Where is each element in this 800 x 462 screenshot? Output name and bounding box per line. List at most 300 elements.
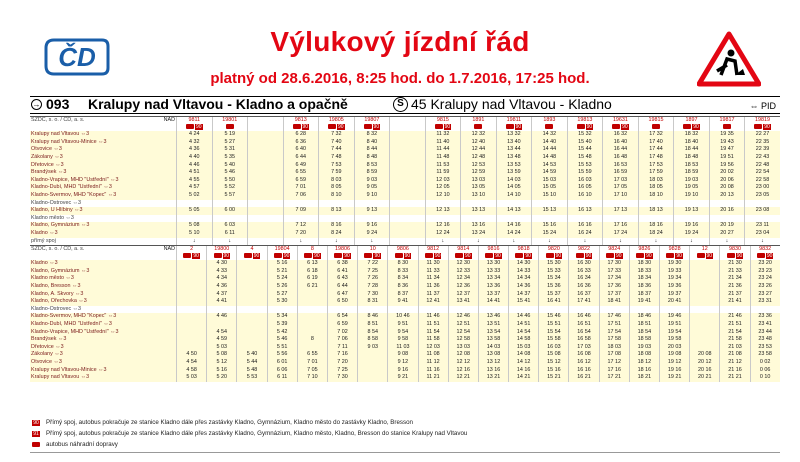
time-cell: 5 08 bbox=[176, 222, 212, 230]
time-cell: 12 41 bbox=[418, 298, 448, 306]
bus-icon bbox=[636, 253, 644, 258]
time-cell bbox=[689, 283, 719, 291]
time-cell bbox=[689, 306, 719, 314]
time-cell: 14 12 bbox=[508, 359, 538, 367]
time-cell: 15 05 bbox=[531, 184, 567, 192]
top-badge-cell bbox=[247, 124, 283, 132]
time-cell: 21 33 bbox=[719, 268, 749, 276]
bottom-train-number: 4 bbox=[236, 246, 266, 253]
time-cell: 8 05 bbox=[318, 184, 354, 192]
time-cell: 7 10 bbox=[297, 374, 327, 382]
time-cell: 19 03 bbox=[673, 177, 709, 185]
route-badge: 90 bbox=[555, 252, 562, 259]
stop-name: Zákolany ⇔3 bbox=[31, 153, 63, 160]
time-cell: 16 24 bbox=[567, 230, 603, 238]
time-cell bbox=[689, 268, 719, 276]
bus-icon bbox=[183, 253, 191, 258]
time-cell: ↓ bbox=[425, 238, 461, 246]
time-cell: 8 13 bbox=[318, 207, 354, 215]
top-badge-cell bbox=[709, 124, 745, 132]
top-badge-cell bbox=[673, 124, 709, 132]
time-cell bbox=[212, 215, 248, 223]
time-cell: 15 53 bbox=[567, 162, 603, 170]
bottom-badge-cell bbox=[659, 253, 689, 261]
time-cell bbox=[460, 200, 496, 208]
time-cell: 22 58 bbox=[744, 177, 780, 185]
bus-icon bbox=[474, 124, 482, 129]
nad-cell bbox=[160, 260, 176, 268]
time-cell: 14 21 bbox=[508, 374, 538, 382]
time-cell: 18 48 bbox=[673, 154, 709, 162]
time-cell: 23 36 bbox=[750, 313, 780, 321]
time-cell: 14 46 bbox=[508, 313, 538, 321]
time-cell bbox=[389, 238, 425, 246]
time-cell: 20 08 bbox=[689, 351, 719, 359]
bus-icon bbox=[214, 253, 222, 258]
time-cell: 0 06 bbox=[750, 367, 780, 375]
time-cell: 18 46 bbox=[629, 313, 659, 321]
time-cell: 13 32 bbox=[496, 131, 532, 139]
bus-icon bbox=[186, 124, 194, 129]
route-badge: 90 bbox=[764, 123, 770, 130]
time-cell: 20 08 bbox=[709, 184, 745, 192]
time-cell bbox=[297, 298, 327, 306]
direction-icon: → bbox=[32, 100, 41, 109]
route-badge: 90 bbox=[706, 252, 713, 259]
time-cell: 18 37 bbox=[629, 291, 659, 299]
time-cell: 6 06 bbox=[267, 367, 297, 375]
time-cell: 19 10 bbox=[673, 192, 709, 200]
time-cell: 18 08 bbox=[629, 351, 659, 359]
bus-icon bbox=[244, 253, 252, 258]
time-cell: 9 10 bbox=[354, 192, 390, 200]
time-cell: 11 48 bbox=[425, 154, 461, 162]
nad-cell bbox=[160, 275, 176, 283]
time-cell: 6 59 bbox=[327, 321, 357, 329]
time-cell: 14 24 bbox=[496, 230, 532, 238]
time-cell: 16 46 bbox=[568, 313, 598, 321]
top-train-number: 9813 bbox=[283, 117, 319, 124]
bottom-badge-cell bbox=[750, 253, 780, 261]
time-cell: 8 37 bbox=[387, 291, 417, 299]
time-cell: 4 50 bbox=[176, 351, 206, 359]
stop-name: Kladno, Bresson ⇔3 bbox=[31, 283, 81, 290]
nad-cell bbox=[160, 215, 176, 223]
bottom-stop-row bbox=[30, 359, 780, 367]
time-cell bbox=[212, 200, 248, 208]
time-cell bbox=[389, 177, 425, 185]
time-cell: 16 10 bbox=[567, 192, 603, 200]
time-cell bbox=[318, 215, 354, 223]
time-cell: 23 27 bbox=[750, 291, 780, 299]
time-cell bbox=[673, 200, 709, 208]
time-cell bbox=[247, 177, 283, 185]
time-cell: ↓ bbox=[673, 238, 709, 246]
top-stop-row bbox=[30, 162, 780, 170]
time-cell: 5 57 bbox=[212, 192, 248, 200]
bottom-train-number: 9818 bbox=[508, 246, 538, 253]
time-cell bbox=[689, 321, 719, 329]
top-stop-row bbox=[30, 131, 780, 139]
time-cell: 13 33 bbox=[478, 268, 508, 276]
time-cell: 13 53 bbox=[496, 162, 532, 170]
time-cell bbox=[448, 306, 478, 314]
top-train-number: 9815 bbox=[425, 117, 461, 124]
stop-name: Otvovice ⇔3 bbox=[31, 359, 62, 365]
stop-name: Kladno ⇔3 bbox=[31, 229, 58, 236]
nad-cell bbox=[160, 200, 176, 208]
time-cell: 8 34 bbox=[387, 275, 417, 283]
time-cell: ↓ bbox=[744, 238, 780, 246]
time-cell: 8 16 bbox=[318, 222, 354, 230]
time-cell: 11 40 bbox=[425, 139, 461, 147]
time-cell: 12 21 bbox=[448, 374, 478, 382]
time-cell: 4 33 bbox=[206, 268, 236, 276]
top-nad-label: NAD bbox=[163, 117, 175, 123]
top-stop-row bbox=[30, 207, 780, 215]
time-cell: 23 08 bbox=[744, 207, 780, 215]
nad-cell bbox=[160, 344, 176, 352]
time-cell: 5 30 bbox=[267, 298, 297, 306]
time-cell: 17 46 bbox=[599, 313, 629, 321]
time-cell: 20 19 bbox=[709, 222, 745, 230]
time-cell bbox=[297, 329, 327, 337]
bottom-train-number: 9828 bbox=[659, 246, 689, 253]
time-cell: 19 33 bbox=[659, 268, 689, 276]
time-cell: 8 59 bbox=[354, 169, 390, 177]
nad-cell bbox=[160, 374, 176, 382]
time-cell: 7 48 bbox=[318, 154, 354, 162]
time-cell: 19 36 bbox=[659, 283, 689, 291]
time-cell: 12 53 bbox=[460, 162, 496, 170]
time-cell: 23 31 bbox=[750, 298, 780, 306]
bus-icon bbox=[304, 253, 312, 258]
time-cell: 6 38 bbox=[327, 260, 357, 268]
time-cell bbox=[267, 306, 297, 314]
time-cell: 19 43 bbox=[709, 139, 745, 147]
time-cell: 14 48 bbox=[531, 154, 567, 162]
time-cell: 14 30 bbox=[508, 260, 538, 268]
time-cell: 16 08 bbox=[568, 351, 598, 359]
top-stop-row bbox=[30, 184, 780, 192]
time-cell bbox=[478, 306, 508, 314]
time-cell: 17 16 bbox=[602, 222, 638, 230]
top-stop-row bbox=[30, 139, 780, 147]
time-cell: 16 30 bbox=[568, 260, 598, 268]
time-cell: 13 03 bbox=[460, 177, 496, 185]
time-cell bbox=[176, 313, 206, 321]
time-cell: 14 44 bbox=[531, 146, 567, 154]
bottom-train-number: 19800 bbox=[206, 246, 236, 253]
time-cell: 20 12 bbox=[689, 359, 719, 367]
time-cell: 5 50 bbox=[212, 177, 248, 185]
time-cell bbox=[176, 306, 206, 314]
time-cell: 18 03 bbox=[638, 177, 674, 185]
stop-name: Kladno město ⇔3 bbox=[31, 275, 74, 282]
top-badge-cell bbox=[496, 124, 532, 132]
top-badge-cell bbox=[744, 124, 780, 132]
time-cell: 5 35 bbox=[212, 154, 248, 162]
time-cell: 4 37 bbox=[206, 291, 236, 299]
bottom-train-number: 9814 bbox=[448, 246, 478, 253]
time-cell bbox=[176, 298, 206, 306]
time-cell: 17 34 bbox=[599, 275, 629, 283]
time-cell: 13 10 bbox=[460, 192, 496, 200]
time-cell: 18 41 bbox=[599, 298, 629, 306]
time-cell: 19 37 bbox=[659, 291, 689, 299]
route-badge: 90 bbox=[314, 252, 320, 259]
time-cell bbox=[176, 275, 206, 283]
time-cell: 20 21 bbox=[689, 374, 719, 382]
bottom-stop-row bbox=[30, 283, 780, 291]
route-badge: 90 bbox=[302, 123, 309, 130]
time-cell: 16 05 bbox=[567, 184, 603, 192]
bus-icon bbox=[545, 124, 553, 129]
time-cell: 18 03 bbox=[599, 344, 629, 352]
time-cell: ↓ bbox=[567, 238, 603, 246]
time-cell bbox=[389, 192, 425, 200]
legend bbox=[30, 417, 780, 450]
nad-cell bbox=[160, 139, 176, 147]
time-cell: 15 37 bbox=[538, 291, 568, 299]
time-cell bbox=[247, 215, 283, 223]
time-cell bbox=[689, 336, 719, 344]
time-cell bbox=[673, 215, 709, 223]
time-cell: 7 12 bbox=[283, 222, 319, 230]
time-cell bbox=[236, 344, 266, 352]
time-cell bbox=[389, 230, 425, 238]
time-cell: 6 44 bbox=[283, 154, 319, 162]
time-cell: 11 36 bbox=[418, 283, 448, 291]
time-cell: ↓ bbox=[354, 238, 390, 246]
nad-cell bbox=[160, 222, 176, 230]
bottom-stop-row bbox=[30, 351, 780, 359]
pid-text: PID bbox=[760, 101, 776, 111]
nad-cell bbox=[160, 359, 176, 367]
time-cell: 13 21 bbox=[478, 374, 508, 382]
time-cell bbox=[508, 306, 538, 314]
time-cell: 7 01 bbox=[297, 359, 327, 367]
time-cell: 5 56 bbox=[267, 351, 297, 359]
time-cell bbox=[236, 298, 266, 306]
time-cell: 12 08 bbox=[448, 351, 478, 359]
time-cell: 12 16 bbox=[448, 367, 478, 375]
time-cell: 15 40 bbox=[567, 139, 603, 147]
top-badge-cell bbox=[567, 124, 603, 132]
bottom-badge-row bbox=[30, 253, 780, 261]
time-cell: 13 34 bbox=[478, 275, 508, 283]
route-badge: 90 bbox=[344, 252, 350, 259]
time-cell: 8 03 bbox=[318, 177, 354, 185]
time-cell: 13 41 bbox=[448, 298, 478, 306]
time-cell: 11 30 bbox=[418, 260, 448, 268]
time-cell: 10 46 bbox=[387, 313, 417, 321]
time-cell: 16 03 bbox=[538, 344, 568, 352]
bottom-stop-row bbox=[30, 313, 780, 321]
time-cell: 8 30 bbox=[387, 260, 417, 268]
time-cell: 6 00 bbox=[212, 207, 248, 215]
time-cell: 13 40 bbox=[496, 139, 532, 147]
time-cell: 12 30 bbox=[448, 260, 478, 268]
legend-item bbox=[30, 439, 780, 450]
time-cell bbox=[176, 215, 212, 223]
time-cell: 15 16 bbox=[538, 367, 568, 375]
nad-cell bbox=[160, 162, 176, 170]
bus-icon bbox=[455, 253, 463, 258]
time-cell bbox=[176, 200, 212, 208]
bottom-train-number: 9830 bbox=[719, 246, 749, 253]
time-cell: 13 46 bbox=[478, 313, 508, 321]
time-cell: 18 30 bbox=[629, 260, 659, 268]
top-train-number: 19819 bbox=[744, 117, 780, 124]
time-cell: 5 16 bbox=[206, 367, 236, 375]
bottom-badge-cell bbox=[719, 253, 749, 261]
top-train-number bbox=[247, 117, 283, 124]
time-cell bbox=[709, 200, 745, 208]
top-train-number: 1891 bbox=[460, 117, 496, 124]
time-cell: 9 16 bbox=[354, 222, 390, 230]
top-badge-row bbox=[30, 124, 780, 132]
nad-cell bbox=[160, 177, 176, 185]
time-cell bbox=[176, 321, 206, 329]
bottom-badge-cell bbox=[629, 253, 659, 261]
s-line-name: 45 Kralupy nad Vltavou - Kladno bbox=[411, 96, 612, 112]
time-cell: 14 41 bbox=[478, 298, 508, 306]
time-cell: 18 40 bbox=[673, 139, 709, 147]
route-badge: 90 bbox=[646, 252, 652, 259]
bottom-train-number: 19804 bbox=[267, 246, 297, 253]
route-badge: 90 bbox=[338, 123, 344, 130]
time-cell: 4 55 bbox=[176, 177, 212, 185]
time-cell: ↓ bbox=[212, 238, 248, 246]
bus-icon bbox=[577, 124, 585, 129]
time-cell: 13 48 bbox=[496, 154, 532, 162]
time-cell: 8 58 bbox=[357, 336, 387, 344]
time-cell: 7 05 bbox=[297, 367, 327, 375]
time-cell bbox=[283, 215, 319, 223]
time-cell: 21 03 bbox=[719, 344, 749, 352]
time-cell: 9 54 bbox=[387, 329, 417, 337]
bottom-stop-row bbox=[30, 367, 780, 375]
time-cell: 17 58 bbox=[599, 336, 629, 344]
time-cell: 16 44 bbox=[602, 146, 638, 154]
time-cell: 8 40 bbox=[354, 139, 390, 147]
time-cell: 6 55 bbox=[297, 351, 327, 359]
top-badge-cell bbox=[638, 124, 674, 132]
time-cell: 7 02 bbox=[327, 329, 357, 337]
s-train-icon: S bbox=[393, 97, 408, 112]
time-cell: 19 13 bbox=[673, 207, 709, 215]
bottom-train-number: 12 bbox=[689, 246, 719, 253]
time-cell: 22 39 bbox=[744, 146, 780, 154]
time-cell: 22 48 bbox=[744, 162, 780, 170]
time-cell bbox=[357, 359, 387, 367]
time-cell bbox=[389, 200, 425, 208]
time-cell: 14 36 bbox=[508, 283, 538, 291]
time-cell bbox=[247, 222, 283, 230]
time-cell: 22 27 bbox=[744, 131, 780, 139]
time-cell: 7 44 bbox=[318, 146, 354, 154]
time-cell: 5 03 bbox=[206, 344, 236, 352]
time-cell: 19 16 bbox=[659, 367, 689, 375]
time-cell: 0 10 bbox=[750, 374, 780, 382]
time-cell: 16 13 bbox=[567, 207, 603, 215]
time-cell: 11 44 bbox=[425, 146, 461, 154]
time-cell bbox=[389, 207, 425, 215]
time-cell bbox=[354, 200, 390, 208]
time-cell: 8 53 bbox=[354, 162, 390, 170]
bottom-train-number: 9826 bbox=[629, 246, 659, 253]
time-cell: 6 28 bbox=[283, 131, 319, 139]
time-cell: 18 16 bbox=[629, 367, 659, 375]
time-cell bbox=[389, 154, 425, 162]
time-cell: 8 32 bbox=[354, 131, 390, 139]
bus-icon bbox=[395, 253, 403, 258]
bottom-train-number: 9806 bbox=[387, 246, 417, 253]
time-cell bbox=[689, 344, 719, 352]
time-cell bbox=[283, 200, 319, 208]
bus-icon bbox=[606, 253, 614, 258]
bus-icon bbox=[612, 124, 620, 129]
time-cell: 11 59 bbox=[425, 169, 461, 177]
time-cell bbox=[389, 162, 425, 170]
top-train-number: 19815 bbox=[638, 117, 674, 124]
time-cell: 14 53 bbox=[531, 162, 567, 170]
time-cell: 4 30 bbox=[206, 260, 236, 268]
time-cell: 17 40 bbox=[638, 139, 674, 147]
time-cell: 19 24 bbox=[673, 230, 709, 238]
time-cell: 23 44 bbox=[750, 329, 780, 337]
time-cell: 12 05 bbox=[425, 184, 461, 192]
route-badge: 90 bbox=[693, 123, 699, 130]
time-cell: 15 41 bbox=[508, 298, 538, 306]
time-cell: 20 41 bbox=[659, 298, 689, 306]
time-cell: 18 24 bbox=[638, 230, 674, 238]
time-cell: 8 54 bbox=[357, 329, 387, 337]
bottom-stop-row bbox=[30, 298, 780, 306]
time-cell: ↓ bbox=[638, 238, 674, 246]
top-stop-row bbox=[30, 222, 780, 230]
time-cell: 5 26 bbox=[267, 283, 297, 291]
time-cell: 5 46 bbox=[267, 336, 297, 344]
time-cell: 19 51 bbox=[709, 154, 745, 162]
top-stop-row bbox=[30, 169, 780, 177]
time-cell: 12 37 bbox=[448, 291, 478, 299]
time-cell: 18 34 bbox=[629, 275, 659, 283]
time-cell bbox=[689, 260, 719, 268]
bus-icon bbox=[328, 124, 336, 129]
time-cell bbox=[176, 344, 206, 352]
time-cell: 12 46 bbox=[448, 313, 478, 321]
time-cell: 22 54 bbox=[744, 169, 780, 177]
route-badge: 90 bbox=[736, 252, 743, 259]
time-cell: 5 48 bbox=[236, 367, 266, 375]
time-cell bbox=[638, 215, 674, 223]
stop-name: přímý spoj bbox=[31, 237, 56, 244]
time-cell bbox=[389, 131, 425, 139]
bottom-header-row bbox=[30, 245, 780, 253]
time-cell: 18 44 bbox=[673, 146, 709, 154]
time-cell: 6 21 bbox=[297, 283, 327, 291]
top-operator-label: SŽDC, s. o. / ČD, a. s. bbox=[31, 117, 85, 123]
bottom-badge-cell bbox=[206, 253, 236, 261]
route-badge: 90 bbox=[622, 123, 628, 130]
time-cell: 13 59 bbox=[496, 169, 532, 177]
time-cell: ↓ bbox=[496, 238, 532, 246]
time-cell bbox=[599, 306, 629, 314]
time-cell: 21 54 bbox=[719, 329, 749, 337]
time-cell bbox=[247, 154, 283, 162]
